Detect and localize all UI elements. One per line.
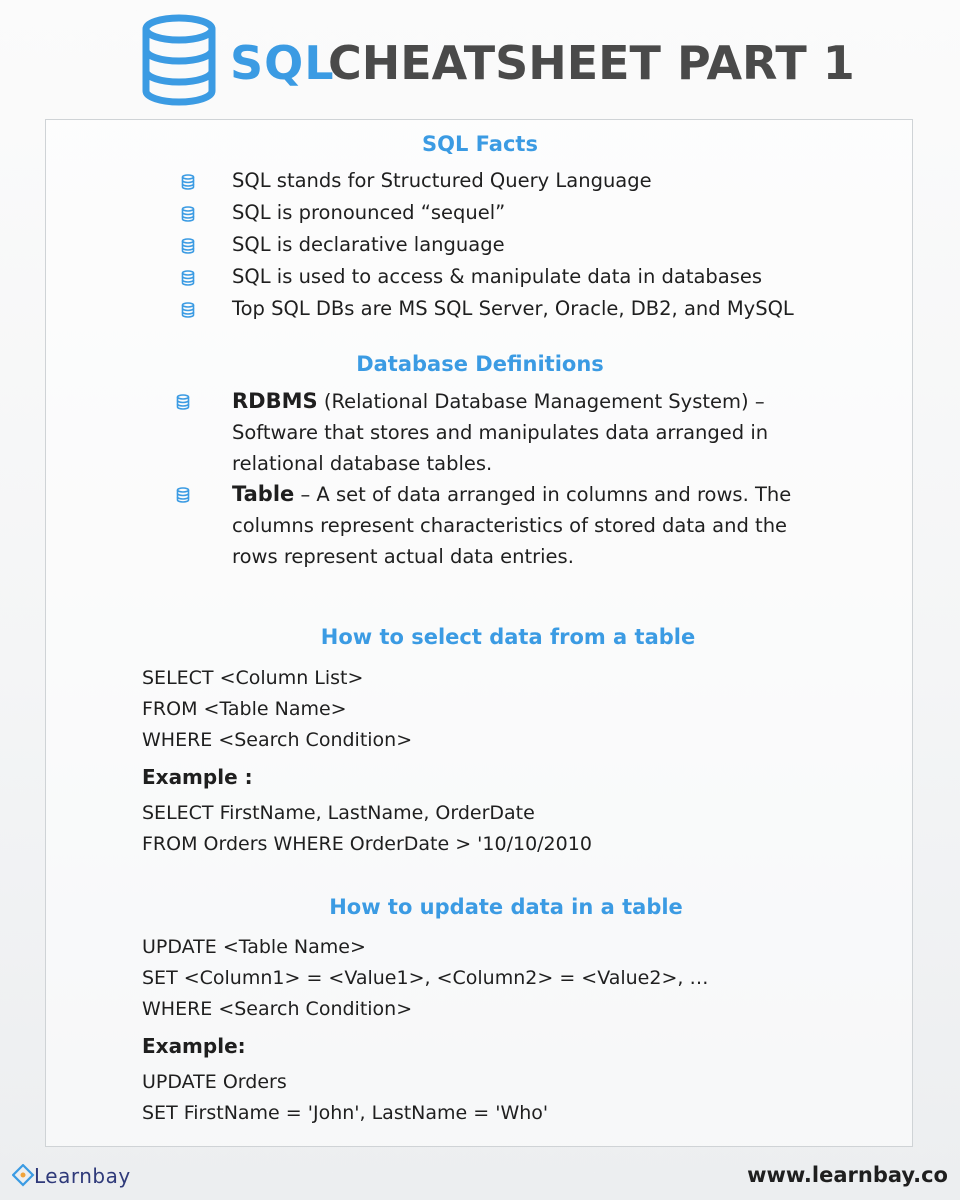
fact-text: SQL is declarative language <box>232 233 505 256</box>
example-label: Example: <box>142 1034 246 1058</box>
definition-text <box>232 386 832 479</box>
code-line: SET <Column1> = <Value1>, <Column2> = <Value2>, … <box>142 967 709 989</box>
fact-text: Top SQL DBs are MS SQL Server, Oracle, DB2, and MySQL <box>232 297 794 320</box>
example-label: Example : <box>142 765 253 789</box>
definition-text <box>232 479 832 572</box>
code-line: SET FirstName = 'John', LastName = 'Who' <box>142 1102 549 1124</box>
definition-term: RDBMS <box>232 389 318 413</box>
section-title-select: How to select data from a table <box>320 625 696 649</box>
definition-term: Table <box>232 482 295 506</box>
definition-body: – A set of data arranged in columns and rows. The columns represent characteristics of stored data and the rows represent actual data entries. <box>232 483 792 568</box>
section-title-update: How to update data in a table <box>329 895 683 919</box>
code-line: SELECT FirstName, LastName, OrderDate <box>142 802 535 824</box>
code-line: UPDATE Orders <box>142 1071 287 1093</box>
database-bullet-icon <box>181 174 195 190</box>
header <box>0 12 960 107</box>
definition-body: (Relational Database Management System) – Software that stores and manipulates data arranged in relational database tables. <box>232 390 769 475</box>
learnbay-logo-icon <box>12 1164 36 1188</box>
database-icon <box>140 14 218 106</box>
page-title: CHEATSHEET PART 1 <box>328 36 855 90</box>
website-url[interactable]: www.learnbay.co <box>747 1163 948 1187</box>
database-bullet-icon <box>181 206 195 222</box>
fact-text: SQL is pronounced “sequel” <box>232 201 506 224</box>
code-line: SELECT <Column List> <box>142 667 364 689</box>
fact-text: SQL is used to access & manipulate data in databases <box>232 265 763 288</box>
code-line: UPDATE <Table Name> <box>142 936 366 958</box>
code-line: FROM <Table Name> <box>142 698 347 720</box>
database-bullet-icon <box>176 394 190 410</box>
code-line: WHERE <Search Condition> <box>142 729 413 751</box>
fact-text: SQL stands for Structured Query Language <box>232 169 652 192</box>
brand-name: Learnbay <box>34 1164 131 1188</box>
title-sql: SQL <box>230 36 335 90</box>
section-title-definitions: Database Definitions <box>356 352 604 376</box>
database-bullet-icon <box>181 302 195 318</box>
database-bullet-icon <box>181 270 195 286</box>
code-line: WHERE <Search Condition> <box>142 998 413 1020</box>
code-line: FROM Orders WHERE OrderDate > '10/10/2010 <box>142 833 592 855</box>
database-bullet-icon <box>181 238 195 254</box>
section-title-facts: SQL Facts <box>422 132 538 156</box>
database-bullet-icon <box>176 487 190 503</box>
